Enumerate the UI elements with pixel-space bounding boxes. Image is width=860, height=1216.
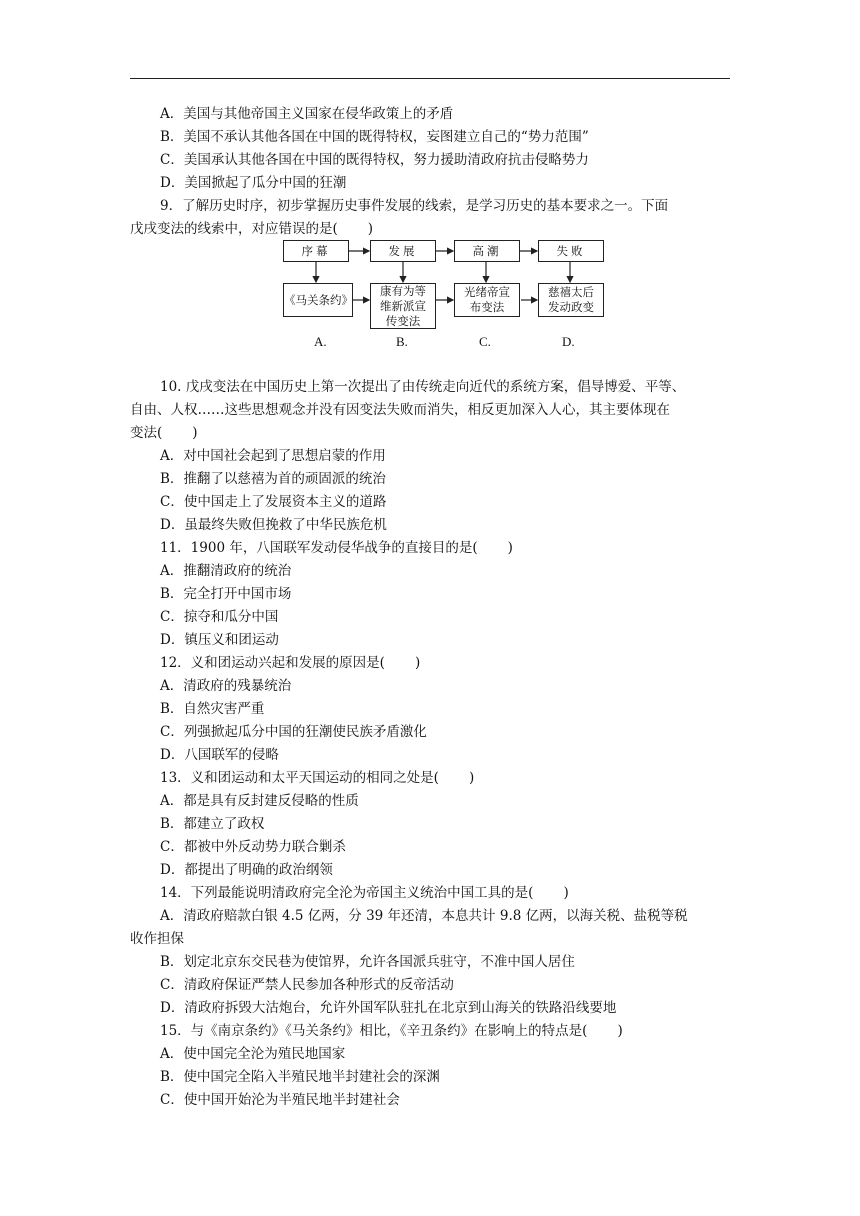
q11-option-d: D．镇压义和团运动 [160, 632, 279, 648]
q12-option-c: C．列强掀起瓜分中国的狂潮使民族矛盾激化 [160, 724, 427, 740]
diagram-header-climax: 高潮 [454, 240, 520, 262]
q10-stem-line2: 自由、人权……这些思想观念并没有因变法失败而消失，相反更加深入人心，其主要体现在 [130, 402, 670, 418]
q8-option-a: A．美国与其他帝国主义国家在侵华政策上的矛盾 [160, 106, 454, 122]
diagram-header-development: 发展 [370, 240, 436, 262]
diagram-label-c: C. [479, 334, 491, 349]
q10-option-d: D．虽最终失败但挽救了中华民族危机 [160, 517, 387, 533]
q10-option-b: B．推翻了以慈禧为首的顽固派的统治 [160, 471, 386, 487]
q9-stem-line2: 戊戌变法的线索中，对应错误的是( ) [130, 221, 374, 237]
q9-stem-line1: 9．了解历史时序，初步掌握历史事件发展的线索，是学习历史的基本要求之一。下面 [160, 198, 669, 214]
q10-stem-line3: 变法( ) [130, 425, 198, 441]
q15-option-b: B．使中国完全陷入半殖民地半封建社会的深渊 [160, 1069, 440, 1085]
q11-option-a: A．推翻清政府的统治 [160, 563, 292, 579]
diagram-header-prelude: 序幕 [283, 240, 349, 262]
q11-stem: 11．1900 年，八国联军发动侵华战争的直接目的是( ) [160, 540, 513, 556]
q14-option-a-line2: 收作担保 [130, 931, 184, 947]
q14-stem: 14．下列最能说明清政府完全沦为帝国主义统治中国工具的是( ) [160, 885, 569, 901]
q10-stem-line1: 10. 戊戌变法在中国历史上第一次提出了由传统走向近代的系统方案，倡导博爱、平等、 [160, 379, 686, 395]
diagram-label-d: D. [562, 334, 575, 349]
q8-option-c: C．美国承认其他各国在中国的既得特权，努力援助清政府抗击侵略势力 [160, 152, 589, 168]
diagram-header-failure: 失败 [538, 240, 604, 262]
q13-option-a: A．都是具有反封建反侵略的性质 [160, 793, 359, 809]
q10-option-c: C．使中国走上了发展资本主义的道路 [160, 494, 387, 510]
q9-timeline-diagram [283, 240, 613, 350]
q14-option-a-line1: A．清政府赔款白银 4.5 亿两，分 39 年还清，本息共计 9.8 亿两，以海关税、盐税等税 [160, 908, 688, 924]
q15-option-c: C．使中国开始沦为半殖民地半封建社会 [160, 1092, 400, 1108]
q15-stem: 15．与《南京条约》《马关条约》相比，《辛丑条约》在影响上的特点是( ) [160, 1023, 623, 1039]
q13-option-b: B．都建立了政权 [160, 816, 265, 832]
q12-option-d: D．八国联军的侵略 [160, 747, 279, 763]
q12-option-a: A．清政府的残暴统治 [160, 678, 292, 694]
q12-stem: 12．义和团运动兴起和发展的原因是( ) [160, 655, 421, 671]
header-rule [130, 78, 730, 79]
diagram-box-d: 慈禧太后 发动政变 [538, 283, 604, 317]
diagram-box-b: 康有为等 维新派宣 传变法 [370, 283, 436, 329]
diagram-label-a: A. [314, 334, 327, 349]
q15-option-a: A．使中国完全沦为殖民地国家 [160, 1046, 346, 1062]
diagram-label-b: B. [396, 334, 408, 349]
q13-option-d: D．都提出了明确的政治纲领 [160, 862, 333, 878]
diagram-box-a: 《马关条约》 [283, 283, 353, 317]
q14-option-d: D．清政府拆毁大沽炮台，允许外国军队驻扎在北京到山海关的铁路沿线要地 [160, 1000, 617, 1016]
diagram-box-c: 光绪帝宣 布变法 [454, 283, 520, 317]
q8-option-b: B．美国不承认其他各国在中国的既得特权，妄图建立自己的“势力范围” [160, 129, 589, 145]
q10-option-a: A．对中国社会起到了思想启蒙的作用 [160, 448, 386, 464]
q11-option-b: B．完全打开中国市场 [160, 586, 292, 602]
q11-option-c: C．掠夺和瓜分中国 [160, 609, 279, 625]
q13-option-c: C．都被中外反动势力联合剿杀 [160, 839, 346, 855]
q12-option-b: B．自然灾害严重 [160, 701, 265, 717]
q13-stem: 13．义和团运动和太平天国运动的相同之处是( ) [160, 770, 475, 786]
q14-option-b: B．划定北京东交民巷为使馆界，允许各国派兵驻守，不准中国人居住 [160, 954, 575, 970]
q8-option-d: D．美国掀起了瓜分中国的狂潮 [160, 175, 347, 191]
q14-option-c: C．清政府保证严禁人民参加各种形式的反帝活动 [160, 977, 454, 993]
